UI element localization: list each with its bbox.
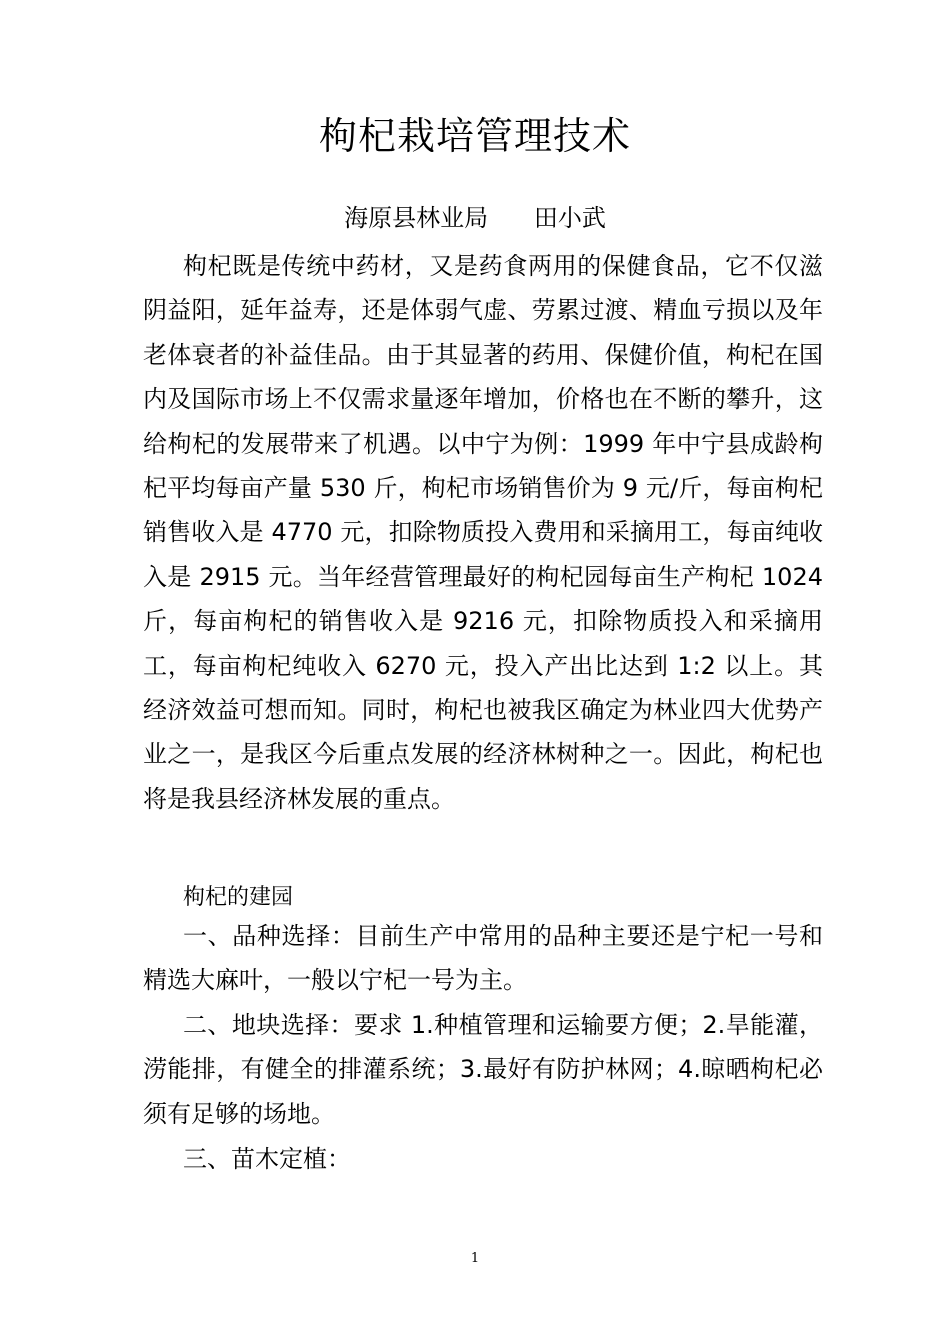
section-heading: 枸杞的建园 <box>183 885 294 910</box>
site-paragraph-block <box>143 1003 823 1136</box>
intro-paragraph-block <box>143 244 823 821</box>
variety-paragraph-block <box>143 914 823 1003</box>
site-paragraph: 二、地块选择：要求 1.种植管理和运输要方便；2.旱能灌，涝能排，有健全的排灌系统；3.最好有防护林网；4.晾晒枸杞必须有足够的场地。 <box>143 1011 823 1128</box>
page-number: 1 <box>470 1251 480 1266</box>
document-title: 枸杞栽培管理技术 <box>318 114 631 158</box>
author-line: 海原县林业局 田小武 <box>344 204 606 232</box>
seedling-paragraph-block <box>143 1137 823 1181</box>
intro-paragraph: 枸杞既是传统中药材，又是药食两用的保健食品，它不仅滋阴益阳，延年益寿，还是体弱气虚、劳累过渡、精血亏损以及年老体衰者的补益佳品。由于其显著的药用、保健价值，枸杞在国内及国际市场上不仅需求量逐年增加，价格也在不断的攀升，这给枸杞的发展带来了机遇。以中宁为例：1999 年中宁县成龄枸杞平均每亩产量 530 斤，枸杞市场销售价为 9 元/斤，每亩枸杞销售收入是 4770 元，扣除物质投入费用和采摘用工，每亩纯收入是 2915 元。当年经营管理最好的枸杞园每亩生产枸杞 1024 斤，每亩枸杞的销售收入是 9216 元，扣除物质投入和采摘用工，每亩枸杞纯收入 6270 元，投入产出比达到 1:2 以上。其经济效益可想而知。同时，枸杞也被我区确定为林业四大优势产业之一，是我区今后重点发展的经济林树种之一。因此，枸杞也将是我县经济林发展的重点。 <box>143 252 823 813</box>
seedling-paragraph: 三、苗木定植： <box>183 1145 351 1173</box>
variety-paragraph: 一、品种选择：目前生产中常用的品种主要还是宁杞一号和精选大麻叶，一般以宁杞一号为主。 <box>143 922 823 995</box>
